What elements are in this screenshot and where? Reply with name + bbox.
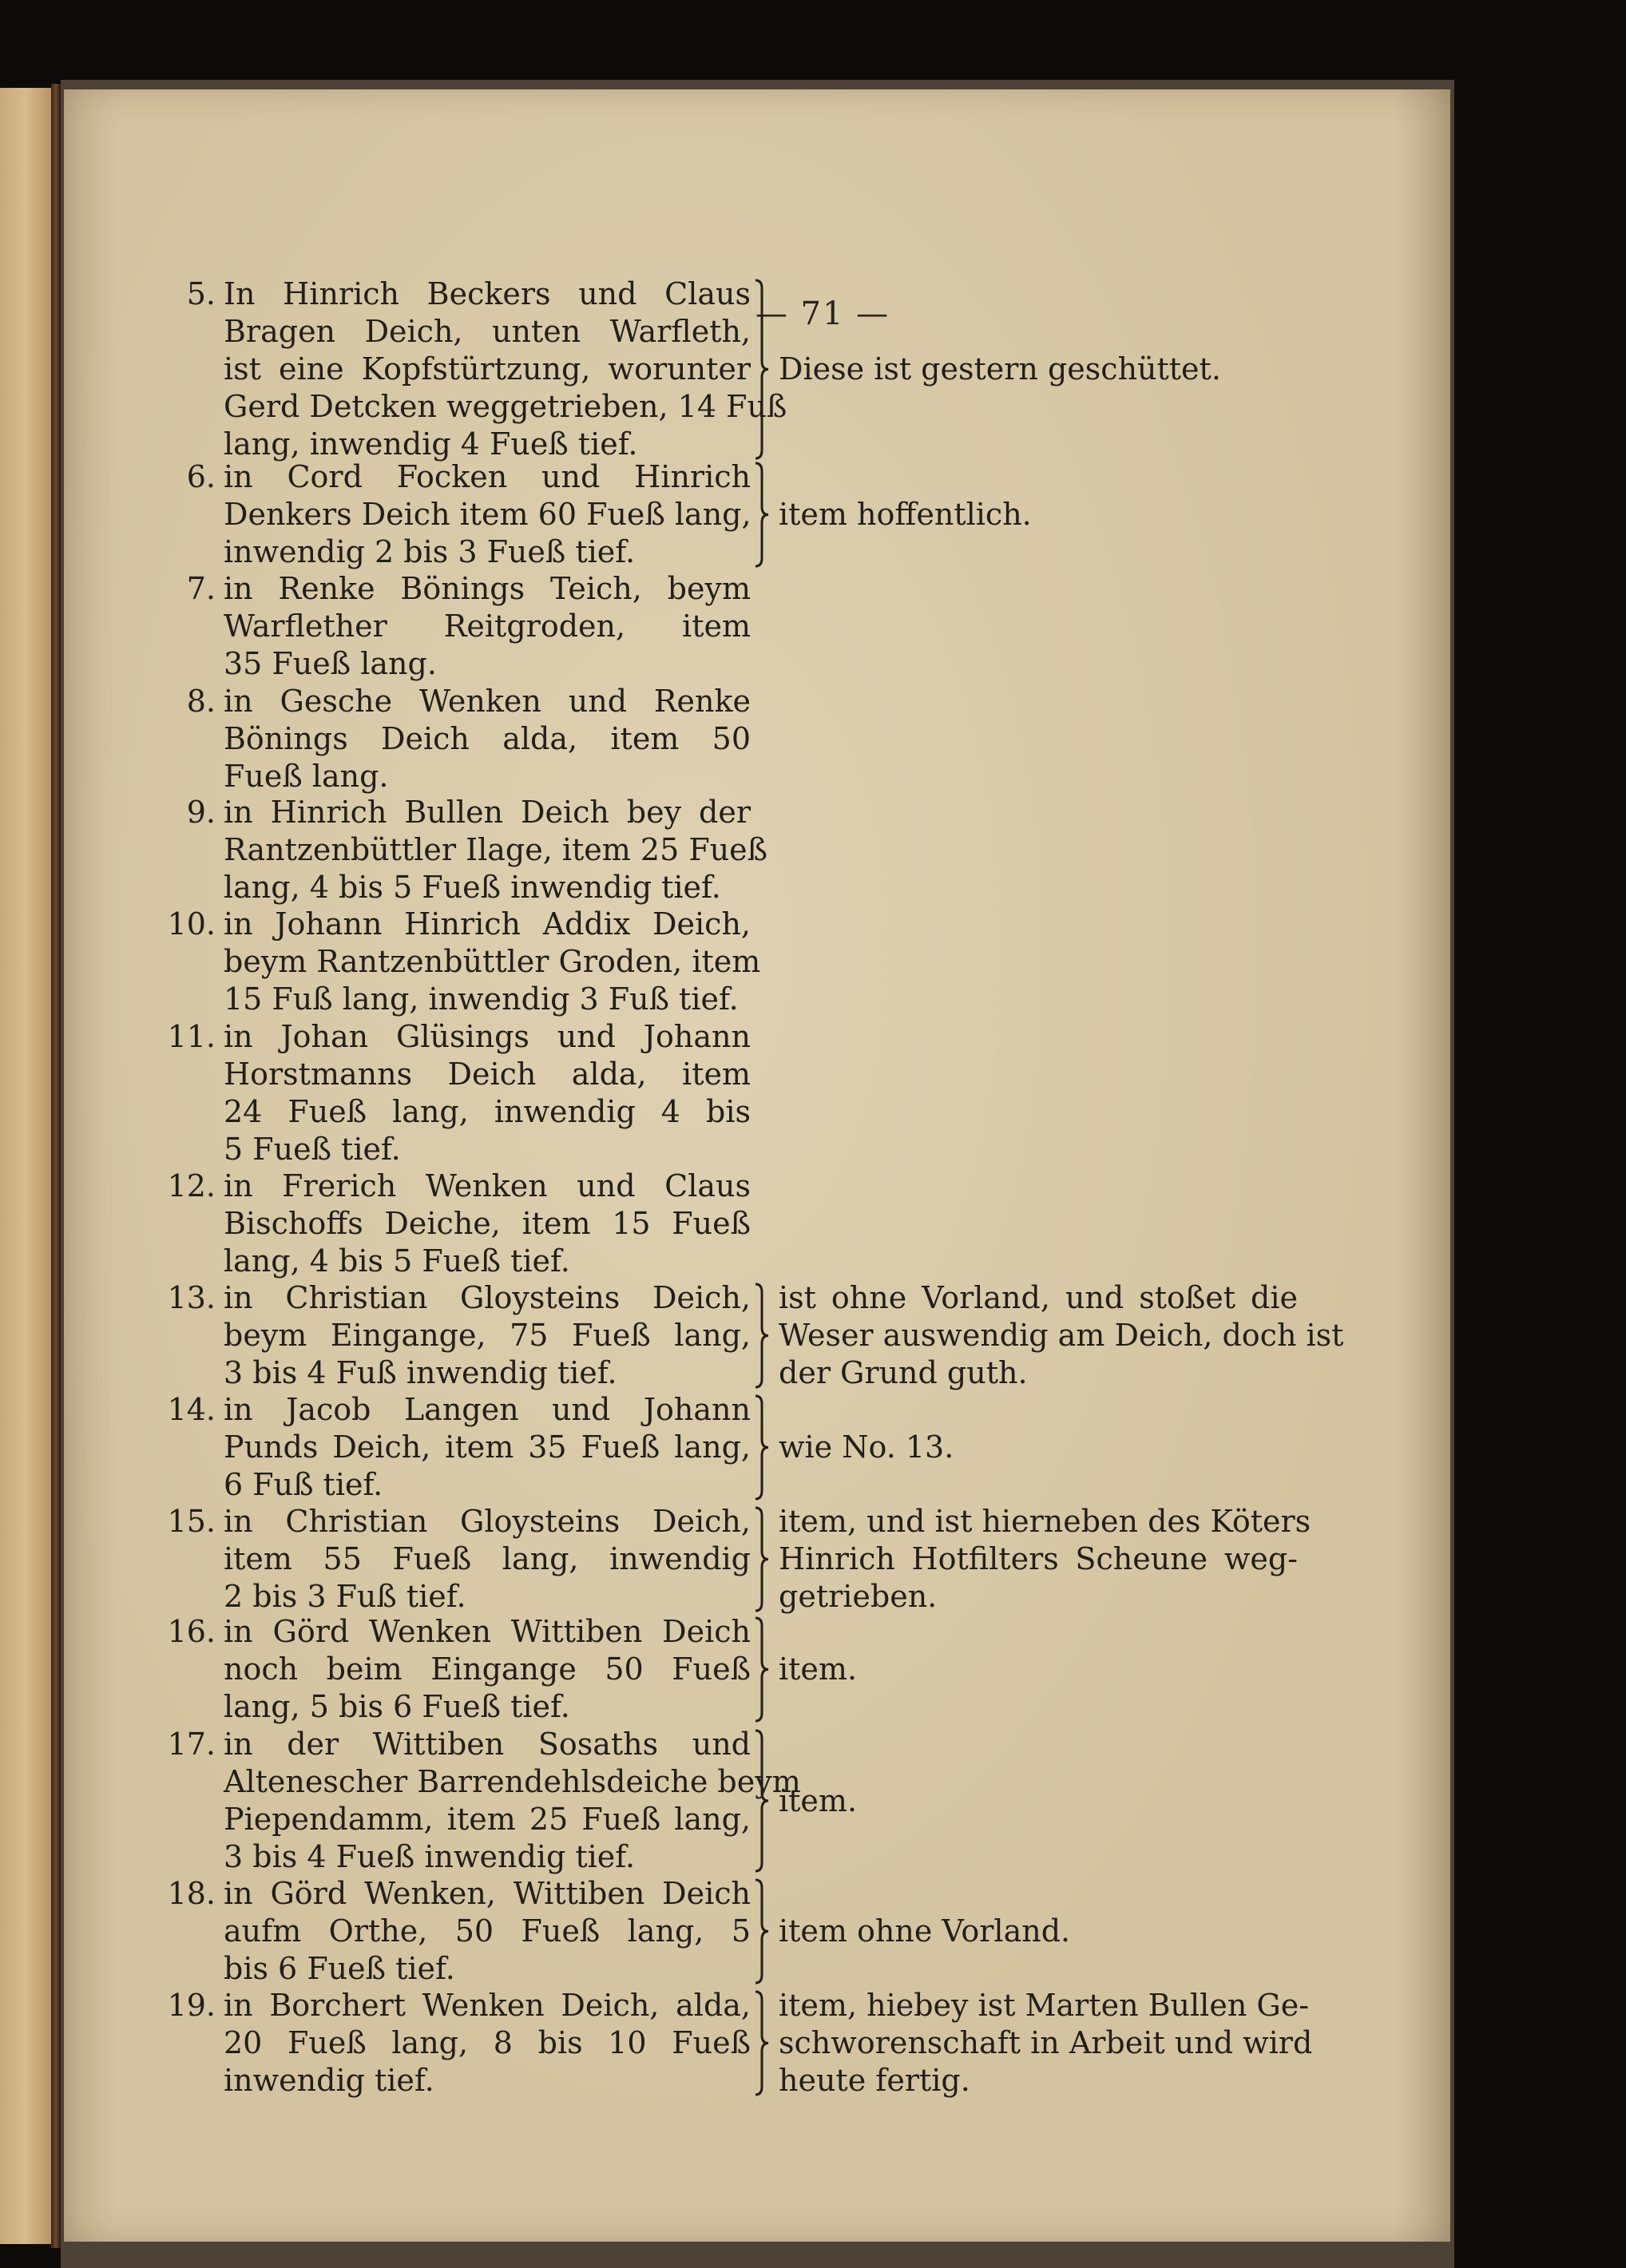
entry-line: Fueß lang.	[224, 759, 389, 794]
entry-13	[167, 1279, 751, 1392]
entry-line: Bönings Deich alda, item 50	[224, 721, 751, 756]
entry-16	[167, 1613, 751, 1726]
entry-number: 15.	[167, 1504, 216, 1539]
entry-note	[779, 351, 1298, 388]
page-number: — 71 —	[755, 295, 890, 332]
entry-5	[186, 276, 787, 463]
entry-11	[167, 1018, 751, 1168]
entry-number: 11.	[167, 1019, 216, 1054]
entry-number: 6.	[186, 459, 216, 494]
entry-line: in Hinrich Bullen Deich bey der	[224, 795, 751, 830]
note-line: item hoffentlich.	[779, 497, 1032, 532]
brace-icon	[749, 1878, 773, 1985]
entry-line: in Johan Glüsings und Johann	[224, 1019, 751, 1054]
entry-line: in Görd Wenken Wittiben Deich	[224, 1614, 751, 1649]
entry-line: bis 6 Fueß tief.	[224, 1951, 455, 1986]
entry-number: 8.	[186, 684, 216, 719]
entry-line: 5 Fueß tief.	[224, 1132, 401, 1167]
brace-icon	[749, 1729, 773, 1873]
entry-line: aufm Orthe, 50 Fueß lang, 5	[224, 1913, 751, 1949]
brace-icon	[749, 462, 773, 568]
entry-line: in Gesche Wenken und Renke	[224, 684, 751, 719]
note-line: Diese ist gestern geschüttet.	[779, 351, 1221, 387]
entry-18	[167, 1875, 751, 1988]
brace-icon	[749, 1616, 773, 1723]
entry-12	[167, 1168, 751, 1280]
note-line: item.	[779, 1651, 858, 1687]
entry-line: in Christian Gloysteins Deich,	[224, 1280, 751, 1315]
brace-icon	[749, 1506, 773, 1612]
entry-number: 14.	[167, 1392, 216, 1427]
entry-line: lang, 5 bis 6 Fueß tief.	[224, 1689, 570, 1724]
entry-line: lang, 4 bis 5 Fueß inwendig tief.	[224, 870, 721, 905]
entry-note	[779, 1987, 1313, 2099]
entry-line: 20 Fueß lang, 8 bis 10 Fueß	[224, 2025, 751, 2060]
entry-line: in Frerich Wenken und Claus	[224, 1168, 751, 1203]
entry-14	[167, 1391, 751, 1504]
entry-15	[167, 1503, 751, 1616]
entry-line: item 55 Fueß lang, inwendig	[224, 1541, 751, 1576]
entry-9	[186, 794, 768, 906]
entry-number: 16.	[167, 1614, 216, 1649]
entry-line: in Johann Hinrich Addix Deich,	[224, 906, 751, 942]
entry-line: beym Eingange, 75 Fueß lang,	[224, 1318, 751, 1353]
entry-line: Warflether Reitgroden, item	[224, 609, 751, 644]
entry-number: 19.	[167, 1988, 216, 2023]
entry-note	[779, 1503, 1311, 1616]
entry-line: 24 Fueß lang, inwendig 4 bis	[224, 1094, 751, 1129]
entry-line: in Borchert Wenken Deich, alda,	[224, 1988, 751, 2023]
entry-10	[167, 906, 761, 1018]
entry-line: 3 bis 4 Fueß inwendig tief.	[224, 1839, 636, 1874]
entry-number: 18.	[167, 1876, 216, 1911]
brace-icon	[749, 1990, 773, 2096]
entry-line: lang, inwendig 4 Fueß tief.	[224, 426, 638, 462]
entry-line: beym Rantzenbüttler Groden, item	[224, 944, 761, 979]
entry-line: in Cord Focken und Hinrich	[224, 459, 751, 494]
note-line: Hinrich Hotfilters Scheune weg-	[779, 1541, 1298, 1576]
entry-8	[186, 683, 751, 795]
note-line: ist ohne Vorland, und stoßet die	[779, 1280, 1298, 1315]
entry-line: in Görd Wenken, Wittiben Deich	[224, 1876, 751, 1911]
left-page-edge	[0, 88, 54, 2244]
entry-line: ist eine Kopfstürtzung, worunter	[224, 351, 751, 387]
entry-line: inwendig tief.	[224, 2063, 434, 2098]
entry-number: 12.	[167, 1168, 216, 1203]
entry-line: in der Wittiben Sosaths und	[224, 1727, 751, 1762]
note-line: item, und ist hierneben des Köters	[779, 1504, 1311, 1539]
brace-icon	[749, 1394, 773, 1501]
entry-line: inwendig 2 bis 3 Fueß tief.	[224, 534, 636, 569]
entry-line: Punds Deich, item 35 Fueß lang,	[224, 1429, 751, 1465]
note-line: der Grund guth.	[779, 1355, 1028, 1390]
brace-icon	[749, 279, 773, 460]
entry-line: Bischoffs Deiche, item 15 Fueß	[224, 1206, 751, 1241]
entry-line: 15 Fuß lang, inwendig 3 Fuß tief.	[224, 981, 739, 1017]
note-line: heute fertig.	[779, 2063, 970, 2098]
note-line: Weser auswendig am Deich, doch ist	[779, 1318, 1344, 1353]
book-binding	[51, 84, 61, 2248]
entry-7	[186, 570, 751, 683]
entry-number: 7.	[186, 571, 216, 606]
entry-line: Piependamm, item 25 Fueß lang,	[224, 1802, 751, 1837]
entry-line: 3 bis 4 Fuß inwendig tief.	[224, 1355, 617, 1390]
entry-line: 6 Fuß tief.	[224, 1467, 383, 1502]
entry-line: Horstmanns Deich alda, item	[224, 1057, 751, 1092]
entry-6	[186, 458, 752, 571]
note-line: item, hiebey ist Marten Bullen Ge-	[779, 1988, 1310, 2023]
entry-note	[779, 1651, 1298, 1688]
note-line: wie No. 13.	[779, 1429, 954, 1465]
entry-line: In Hinrich Beckers und Claus	[224, 276, 751, 311]
entry-number: 17.	[167, 1727, 216, 1762]
note-line: item.	[779, 1782, 858, 1818]
entry-line: Bragen Deich, unten Warfleth,	[224, 314, 751, 349]
note-line: schworenschaft in Arbeit und wird	[779, 2025, 1313, 2060]
entry-number: 9.	[186, 795, 216, 830]
entry-line: Rantzenbüttler Ilage, item 25 Fueß	[224, 832, 768, 867]
entry-number: 5.	[186, 276, 216, 311]
entry-17	[167, 1726, 801, 1876]
entry-note	[779, 1429, 1298, 1466]
entry-line: in Renke Bönings Teich, beym	[224, 571, 751, 606]
entry-line: in Jacob Langen und Johann	[224, 1392, 751, 1427]
entry-line: 35 Fueß lang.	[224, 646, 437, 681]
entry-line: Denkers Deich item 60 Fueß lang,	[224, 497, 752, 532]
note-line: getrieben.	[779, 1579, 938, 1614]
entry-note	[779, 1913, 1298, 1950]
entry-line: noch beim Eingange 50 Fueß	[224, 1651, 751, 1687]
entry-line: Gerd Detcken weggetrieben, 14 Fuß	[224, 389, 787, 424]
entry-note	[779, 1782, 1298, 1820]
entry-19	[167, 1987, 751, 2099]
entry-line: 2 bis 3 Fuß tief.	[224, 1579, 466, 1614]
brace-icon	[749, 1283, 773, 1389]
entry-note	[779, 496, 1298, 533]
entry-number: 13.	[167, 1280, 216, 1315]
note-line: item ohne Vorland.	[779, 1913, 1071, 1949]
entry-line: Altenescher Barrendehlsdeiche beym	[224, 1764, 801, 1799]
entry-number: 10.	[167, 906, 216, 942]
entry-line: in Christian Gloysteins Deich,	[224, 1504, 751, 1539]
entry-line: lang, 4 bis 5 Fueß tief.	[224, 1243, 570, 1279]
entry-note	[779, 1279, 1344, 1392]
